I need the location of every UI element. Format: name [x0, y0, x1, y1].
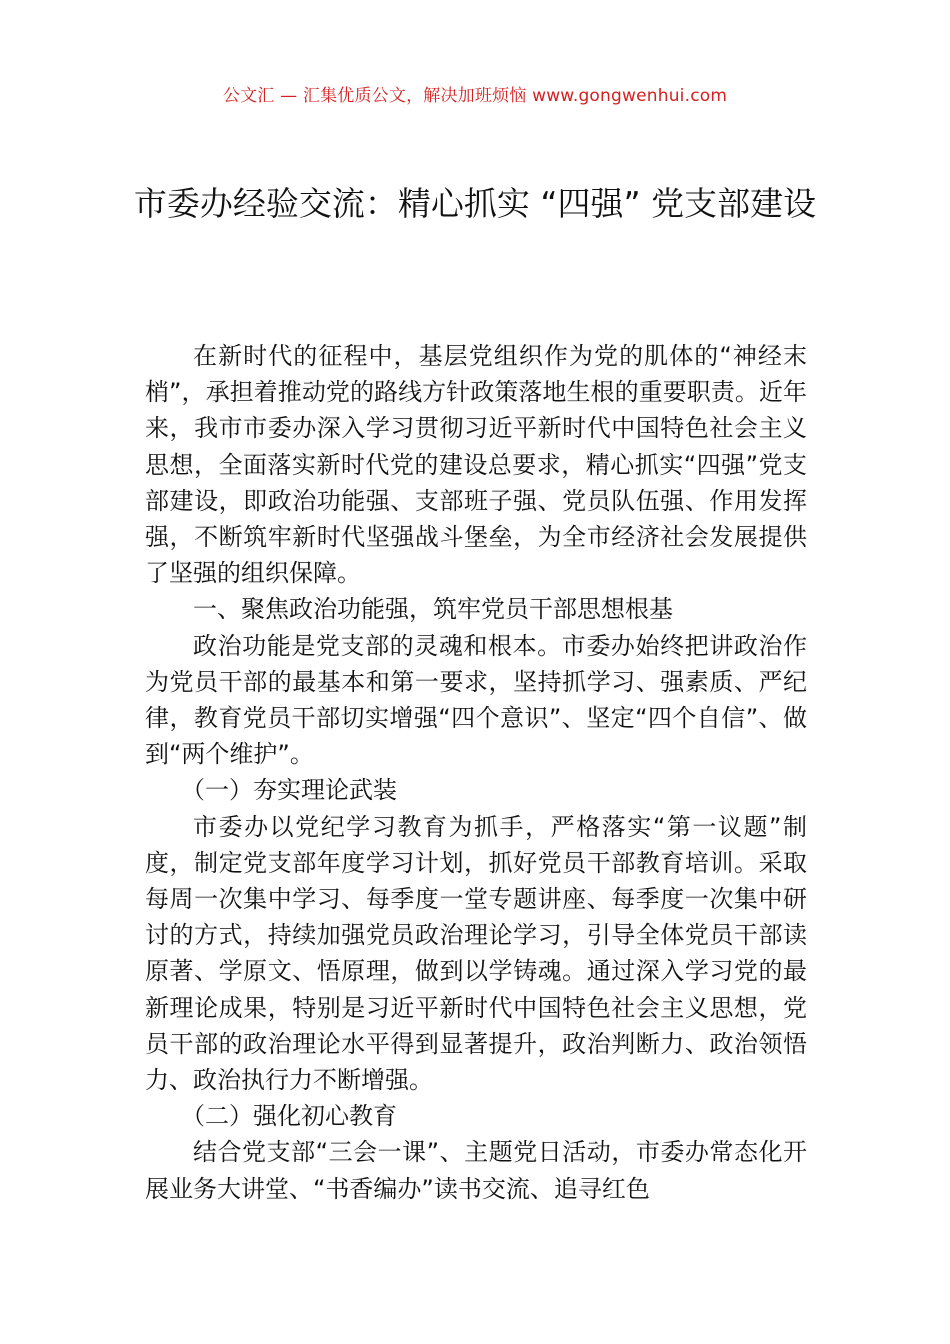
- document-body: [145, 338, 807, 1207]
- document-title: 市委办经验交流：精心抓实 “四强” 党支部建设: [133, 184, 817, 223]
- section-heading-1: 一、聚焦政治功能强，筑牢党员干部思想根基: [193, 595, 673, 624]
- subsection-heading-2: （二）强化初心教育: [181, 1102, 397, 1131]
- subsection-1-paragraph: 市委办以党纪学习教育为抓手，严格落实“第一议题”制度，制定党支部年度学习计划，抓好党员干部教育培训。采取每周一次集中学习、每季度一堂专题讲座、每季度一次集中研讨的方式，持续加强党员政治理论学习，引导全体党员干部读原著、学原文、悟原理，做到以学铸魂。通过深入学习党的最新理论成果，特别是习近平新时代中国特色社会主义思想，党员干部的政治理论水平得到显著提升，政治判断力、政治领悟力、政治执行力不断增强。: [145, 812, 807, 1095]
- section-1-paragraph: 政治功能是党支部的灵魂和根本。市委办始终把讲政治作为党员干部的最基本和第一要求，坚持抓学习、强素质、严纪律，教育党员干部切实增强“四个意识”、坚定“四个自信”、做到“两个维护”。: [145, 631, 807, 769]
- site-header-banner: 公文汇 — 汇集优质公文，解决加班烦恼 www.gongwenhui.com: [222, 86, 728, 106]
- intro-paragraph: 在新时代的征程中，基层党组织作为党的肌体的“神经末梢”，承担着推动党的路线方针政策落地生根的重要职责。近年来，我市市委办深入学习贯彻习近平新时代中国特色社会主义思想，全面落实新时代党的建设总要求，精心抓实“四强”党支部建设，即政治功能强、支部班子强、党员队伍强、作用发挥强，不断筑牢新时代坚强战斗堡垒，为全市经济社会发展提供了坚强的组织保障。: [145, 342, 807, 588]
- subsection-heading-1: （一）夯实理论武装: [181, 776, 397, 805]
- subsection-2-paragraph: 结合党支部“三会一课”、主题党日活动，市委办常态化开展业务大讲堂、“书香编办”读书交流、追寻红色: [145, 1138, 807, 1203]
